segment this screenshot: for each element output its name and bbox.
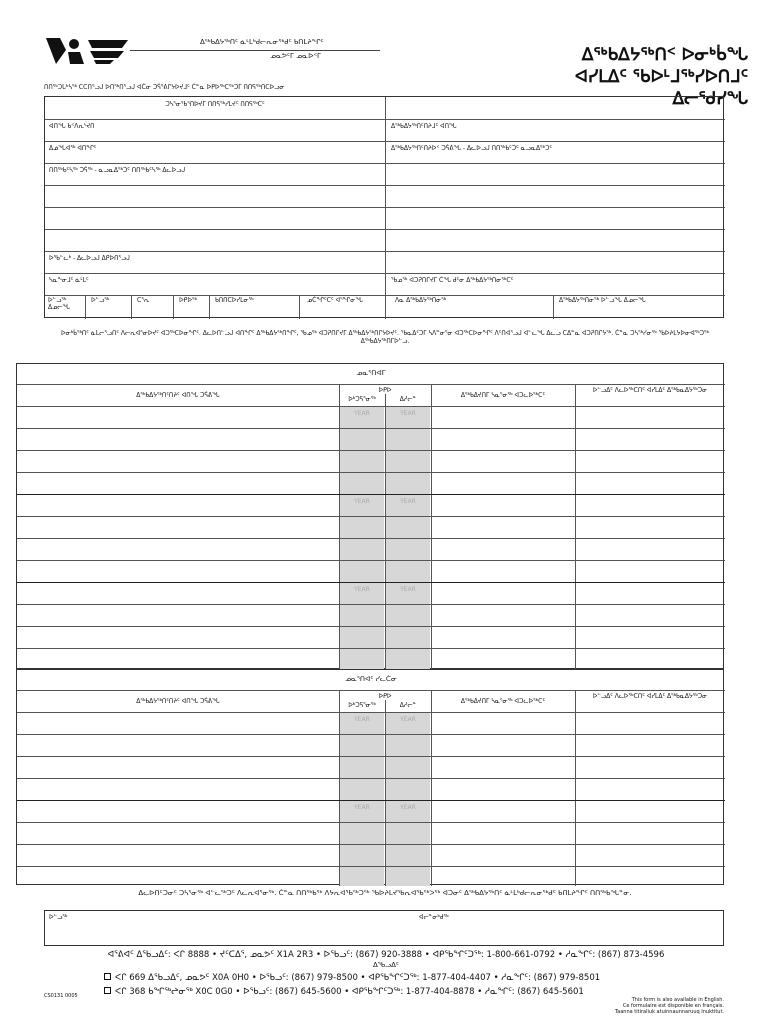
col-to-header: ᐃᓱᓕᓐ bbox=[399, 396, 417, 403]
declaration-text: ᐃᓚᐅᑎᑦᑐᓂᑦ ᑐᓴᕐᓂᖅ ᐊᓪᓚᖅᑐᑦ ᐱᓚᕆᐊᕐᓂᖅ. ᑖᓐᓇ ᑎᑎᖅᑲᖅ ᐱᔭᕆᐊᖃᖅᑐᖅ ᖃᐅᔨᒪᔪᖃᕆᐊᖃᖅᐳᖅ ᐊᑐᓂᑦ ᐃᖅᑲᐃᔭᖅᑎᑦ ᓈᒻᒪᒃᑯᓕᕆᓂᖅᑯᑦ ᑲᑎᒪᔨᖏᑦ ᑎᑎᖅᑲᖓᓐᓂ. bbox=[138, 889, 632, 897]
contact-line-3 bbox=[104, 987, 584, 997]
phone-field-label: ᐅᖃᓪᓚᒃ - ᐃᓚᐅᓗᒍ ᐃᑭᐅᑎᕐᓗᒍ bbox=[49, 255, 130, 262]
col-time-lost-header: ᐅᓪᓗᐃᑦ ᐱᓚᐅᖅᑕᑎᑦ ᐊᓯᒪᐃᑦ ᐃᖅᑲᓇᐃᔭᖅᑐᓂ bbox=[592, 693, 708, 700]
month-label: ᑕᕐᕆ bbox=[137, 297, 150, 304]
lang-note-inuktitut: Taanna titiraliuk atuinnaunnaruuq Inuktitut. bbox=[614, 1009, 724, 1015]
org-name-line2: ᓄᓇᕗᑦᒥ ᓄᓇᐅᑉᒥ bbox=[270, 52, 321, 60]
signature-box bbox=[44, 910, 724, 946]
col-from-header: ᐅᒃᑐᕋᕐᓂᖅ bbox=[348, 396, 376, 403]
date-label: ᐅᓪᓗᖅ bbox=[91, 297, 110, 304]
checkbox[interactable] bbox=[104, 987, 111, 994]
year-placeholder: YEAR bbox=[354, 410, 370, 417]
form-title-line3: ᐃᓕᖁᓯᖓ bbox=[672, 89, 748, 109]
year-placeholder: YEAR bbox=[400, 804, 416, 811]
outside-territory-table bbox=[16, 669, 724, 885]
address-field-label: ᑎᑎᖅᑲᑦᓴᖅ ᑐᕌᖅ - ᓇᓗᓇᐃᖅᑐᑦ ᑎᑎᖅᑲᑦᓴᖅ ᐃᓚᐅᓗᒍ bbox=[49, 167, 186, 174]
year-placeholder: YEAR bbox=[354, 586, 370, 593]
info-header: ᑐᓴᕐᓂᖃᕐᑎᐅᔪᒥ ᑎᑎᕋᖅᓯᒪᔪᑦ ᑎᑎᕋᖅᑕᑦ bbox=[165, 101, 265, 108]
registration-label: ᑲᑎᑎᑕᐅᓯᒪᓂᖅ bbox=[215, 297, 254, 304]
section2-title: ᓄᓇᕐᑎᐊᑦ ᓯᓚᑖᓂ bbox=[345, 675, 397, 683]
contact-line-2 bbox=[104, 973, 600, 983]
col-work-type-header: ᐃᖅᑲᐃᔪᑎᒥ ᓴᓇᕐᓂᖅ ᐊᑐᓚᐅᖅᑕᑦ bbox=[460, 392, 546, 399]
header-rule bbox=[130, 50, 380, 51]
year-placeholder: YEAR bbox=[400, 498, 416, 505]
start-work-label: ᐱᓇ ᐃᖅᑲᐃᔭᖅᑎᓂᖅ bbox=[395, 297, 447, 304]
year-placeholder: YEAR bbox=[400, 410, 416, 417]
birth-field-label: ᐃᓅᖓᐊᖅ ᐊᑎᖏᑦ bbox=[49, 145, 97, 152]
contact-text: ᐸᒋ 669 ᐃᖃᓗᐃᑦ, ᓄᓇᕗᑦ X0A 0H0 • ᐅᖃᓗᑦ: (867) 979-8500 • ᐊᑭᖃᖏᑦᑐᖅ: 1-877-404-4407 • ᓱᓇᖏᑦ: (867) 979-8501 bbox=[115, 973, 601, 983]
contact-text: ᐸᒋ 368 ᑲᖏᖅᖠᓂᖅ X0C 0G0 • ᐅᖃᓗᑦ: (867) 645-5600 • ᐊᑭᖃᖏᑦᑐᖅ: 1-877-404-8878 • ᓱᓇᖏᑦ: (867) 645-5601 bbox=[115, 987, 584, 997]
year-placeholder: YEAR bbox=[354, 716, 370, 723]
work-date-label: ᐃᖅᑲᐃᔭᖅᑎᓂᖅ ᐅᓪᓗᖓ ᐃᓄᓕᖓ bbox=[559, 297, 646, 304]
instructions-paragraph: ᐅᓂᒃᑳᖅᑎᑦ ᓈᒪᓕᕐᓗᑎᑦ ᐱᓕᕆᐊᕐᓂᐅᔪᑦ ᐊᑐᖅᑕᐅᓂᖏᑦ. ᐃᓚᐅᑎᓪᓗᒍ ᐊᑎᖏᑦ ᐃᖅᑲᐃᔭᖅᑎᖏᑦ, ᖃᓄᖅ ᐊᑐᕈᑎᒋᔪᒥ ᐃᖅᑲᐃᔭᖅᑎᒋᔭᐅᔪᑦ. ᖃᓇᐃᑦᑐᒥ ᓴᐱᓐᓂᕐᓂ ᐊᑐᖅᑕᐅᓂᖏᑦ ᐱᑦᑎᐊᕐᓗᒍ ᐊᓪᓚᖓ ᐃᓚᓗ ᑕᐃᓐᓇ ᐊᑐᕈᑎᒋᔭᖅ. ᑖᓐᓇ ᑐᓴᖅᓯᓂᖅ ᖃᐅᔨᒪᔭᐅᓂᐊᖅᑐᖅ ᐃᖅᑲᐃᔭᖅᑎᒥᐅᓪᓗ. bbox=[61, 330, 709, 345]
insurance-field-label: ᖃᓄᖅ ᐊᑐᕈᑎᒋᔪᒥ ᑖᖓ ᑯᑦᓂ ᐃᖅᑲᐃᔭᖅᑎᓂᖅᑕᑦ bbox=[391, 277, 514, 284]
lang-note-english: This form is also available in English. bbox=[631, 997, 724, 1003]
year-label: ᐅᑭᐅᖅ bbox=[179, 297, 197, 304]
intro-text: ᑎᑎᖅᑐᒐᒃᓴᖅ ᑕᑕᑎᕐᓗᒍ ᐅᑎᖅᑎᕐᓗᒍ ᐊᑖᓂ ᑐᕌᕐᕕᒋᔭᐅᔪᒧᑦ ᑖᓐᓇ ᐅᑭᐅᖅᑕᖅᑐᒥ ᑎᑎᕋᖅᑎᑕᐅᓗᓂ bbox=[44, 84, 285, 91]
year-placeholder: YEAR bbox=[354, 804, 370, 811]
new-employee-label: ᓄᑖᖏᑦᑕᑦ ᐊᕐᖏᓂᖓ bbox=[307, 297, 363, 304]
info-box bbox=[44, 96, 724, 318]
contact-line-1: ᐊᕐᕕᐊᑦ ᐃᖃᓗᐃᑦ: ᐸᒋ 8888 • ᔪᑦᑕᐃᕐ, ᓄᓇᕗᑦ X1A 2R3 • ᐅᖃᓗᑦ: (867) 920-3888 • ᐊᑭᖃᖏᑦᑐᖅ: 1-800-661-0792 • ᓱᓇᖏᑦ: (867) 873-4596 bbox=[107, 950, 665, 960]
col-year-header: ᐅᑭᐅ bbox=[378, 693, 392, 700]
year-placeholder: YEAR bbox=[400, 716, 416, 723]
territory-table bbox=[16, 363, 724, 669]
year-placeholder: YEAR bbox=[400, 586, 416, 593]
health-field-label: ᓴᓇᖕᓂᒧᑦ ᓈᒻᒪᑦ bbox=[49, 277, 89, 284]
section1-title: ᓄᓇᕐᑎᐊᒥ bbox=[356, 369, 386, 377]
col-work-type-header: ᐃᖅᑲᐃᔪᑎᒥ ᓴᓇᕐᓂᖅ ᐊᑐᓚᐅᖅᑕᑦ bbox=[460, 698, 546, 705]
date-day-label: ᐅᓪᓗᖅ ᐃᓄᓕᖓ bbox=[48, 297, 70, 311]
col-year-header: ᐅᑭᐅ bbox=[378, 387, 392, 394]
form-code: CS0131 0005 bbox=[44, 993, 78, 999]
year-placeholder: YEAR bbox=[354, 498, 370, 505]
checkbox[interactable] bbox=[104, 973, 111, 980]
wscc-logo bbox=[44, 36, 130, 66]
form-title-line1: ᐃᖅᑲᐃᔭᖅᑎᑉ ᐅᓂᒃᑳᖓ bbox=[581, 45, 748, 65]
col-time-lost-header: ᐅᓪᓗᐃᑦ ᐱᓚᐅᖅᑕᑎᑦ ᐊᓯᒪᐃᑦ ᐃᖅᑲᓇᐃᔭᖅᑐᓂ bbox=[592, 387, 708, 394]
org-name-line1: ᐃᖅᑲᐃᔭᖅᑎᑦ ᓈᒻᒪᒃᑯᓕᕆᓂᖅᑯᑦ ᑲᑎᒪᔨᖏᑦ bbox=[200, 38, 324, 46]
col-to-header: ᐃᓱᓕᓐ bbox=[399, 702, 417, 709]
lang-note-french: Ce formulaire est disponible en français. bbox=[622, 1003, 724, 1009]
signature-date-label: ᐅᓪᓗᖅ bbox=[49, 914, 68, 921]
employer-name-label: ᐃᖅᑲᐃᔭᖅᑎᑦᑎᔨᒧᑦ ᐊᑎᖓ bbox=[391, 123, 457, 130]
col-employer-header: ᐃᖅᑲᐃᔭᖅᑎᑦᑎᔨᑦ ᐊᑎᖓ ᑐᕌᕕᖓ bbox=[136, 392, 220, 399]
name-field-label: ᐊᑎᖓ ᑲᑉᐱᕆᔾᔪᑎ bbox=[49, 123, 95, 130]
lang-note bbox=[615, 997, 724, 1015]
col-from-header: ᐅᒃᑐᕋᕐᓂᖅ bbox=[348, 702, 376, 709]
form-title-line2: ᐊᓯᒪᐃᑦ ᖃᐅᒻᒧᖅᓯᐅᑎᒧᑦ bbox=[574, 67, 748, 87]
employer-address-label: ᐃᖅᑲᐃᔭᖅᑎᑦᑎᔨᐅᑉ ᑐᕌᕕᖓ - ᐃᓚᐅᓗᒍ ᑎᑎᖅᑲᑦᑐᑦ ᓇᓗᓇᐃᖅᑐᑦ bbox=[391, 145, 552, 152]
contact-line-1b: ᐃᖃᓗᐃᑦ bbox=[373, 961, 399, 969]
signature-label: ᐊᓕᓐᓂᒃᑯᖅ bbox=[419, 914, 449, 921]
col-employer-header: ᐃᖅᑲᐃᔭᖅᑎᑦᑎᔨᑦ ᐊᑎᖓ ᑐᕌᕕᖓ bbox=[136, 698, 220, 705]
